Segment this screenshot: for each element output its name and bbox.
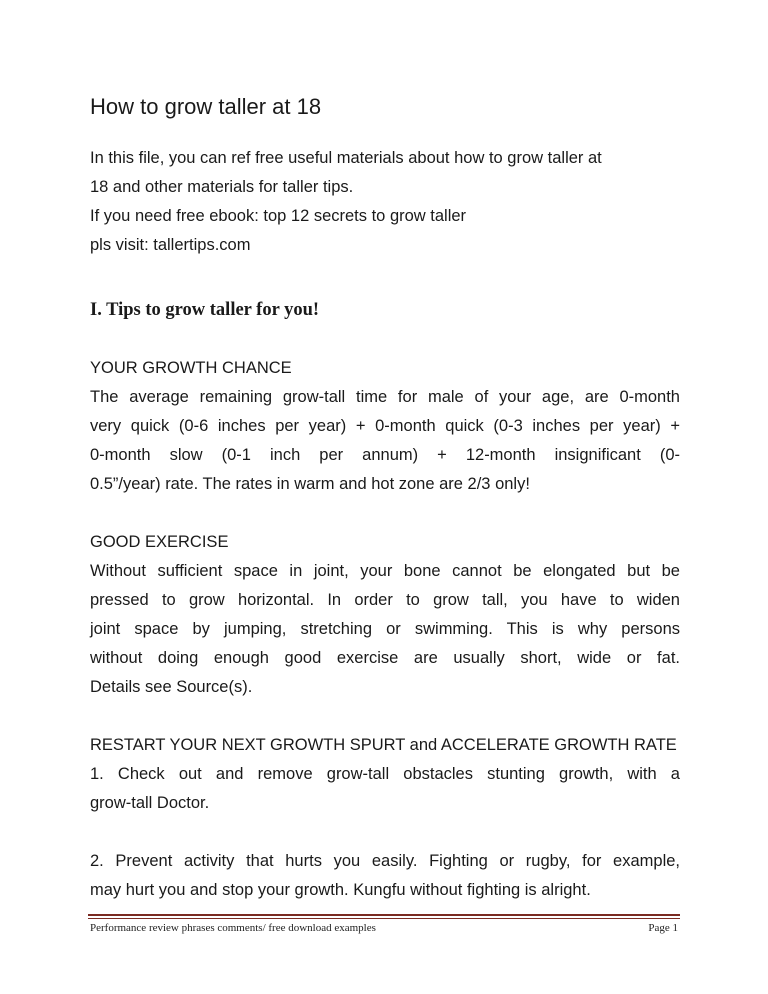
growth-chance-section: [90, 354, 680, 499]
intro-line: 18 and other materials for taller tips.: [90, 178, 354, 196]
body-line: without doing enough good exercise are usually short, wide or fat.: [90, 649, 680, 667]
list-item-line: may hurt you and stop your growth. Kungfu without fighting is alright.: [90, 881, 591, 899]
body-line: pressed to grow horizontal. In order to grow tall, you have to widen: [90, 591, 680, 609]
footer-rule: [88, 914, 680, 916]
body-line: joint space by jumping, stretching or swimming. This is why persons: [90, 620, 680, 638]
section-heading: I. Tips to grow taller for you!: [90, 300, 320, 320]
body-line: Details see Source(s).: [90, 678, 253, 696]
intro-line: In this file, you can ref free useful materials about how to grow taller at: [90, 149, 602, 167]
good-exercise-heading: GOOD EXERCISE: [90, 533, 229, 551]
list-item-line: grow-tall Doctor.: [90, 794, 210, 812]
intro-line: If you need free ebook: top 12 secrets to grow taller: [90, 207, 467, 225]
list-item-line: 2. Prevent activity that hurts you easily. Fighting or rugby, for example,: [90, 852, 680, 870]
intro-line: pls visit: tallertips.com: [90, 236, 251, 254]
restart-item-2: [90, 847, 680, 905]
restart-section: [90, 731, 680, 818]
body-line: The average remaining grow-tall time for male of your age, are 0-month: [90, 388, 680, 406]
page-number: Page 1: [648, 922, 678, 934]
restart-heading: RESTART YOUR NEXT GROWTH SPURT and ACCELERATE GROWTH RATE: [90, 736, 677, 754]
footer-text: Performance review phrases comments/ free download examples: [90, 922, 376, 934]
good-exercise-section: [90, 528, 680, 702]
list-item-line: 1. Check out and remove grow-tall obstacles stunting growth, with a: [90, 765, 680, 783]
body-line: 0-month slow (0-1 inch per annum) + 12-month insignificant (0-: [90, 446, 680, 464]
body-line: Without sufficient space in joint, your bone cannot be elongated but be: [90, 562, 680, 580]
body-line: very quick (0-6 inches per year) + 0-month quick (0-3 inches per year) +: [90, 417, 680, 435]
footer-rule-thin: [88, 918, 680, 919]
growth-chance-heading: YOUR GROWTH CHANCE: [90, 359, 292, 377]
page-content: [90, 92, 680, 905]
intro-paragraph: [90, 144, 680, 260]
body-line: 0.5”/year) rate. The rates in warm and hot zone are 2/3 only!: [90, 475, 530, 493]
page-title: How to grow taller at 18: [90, 94, 322, 119]
